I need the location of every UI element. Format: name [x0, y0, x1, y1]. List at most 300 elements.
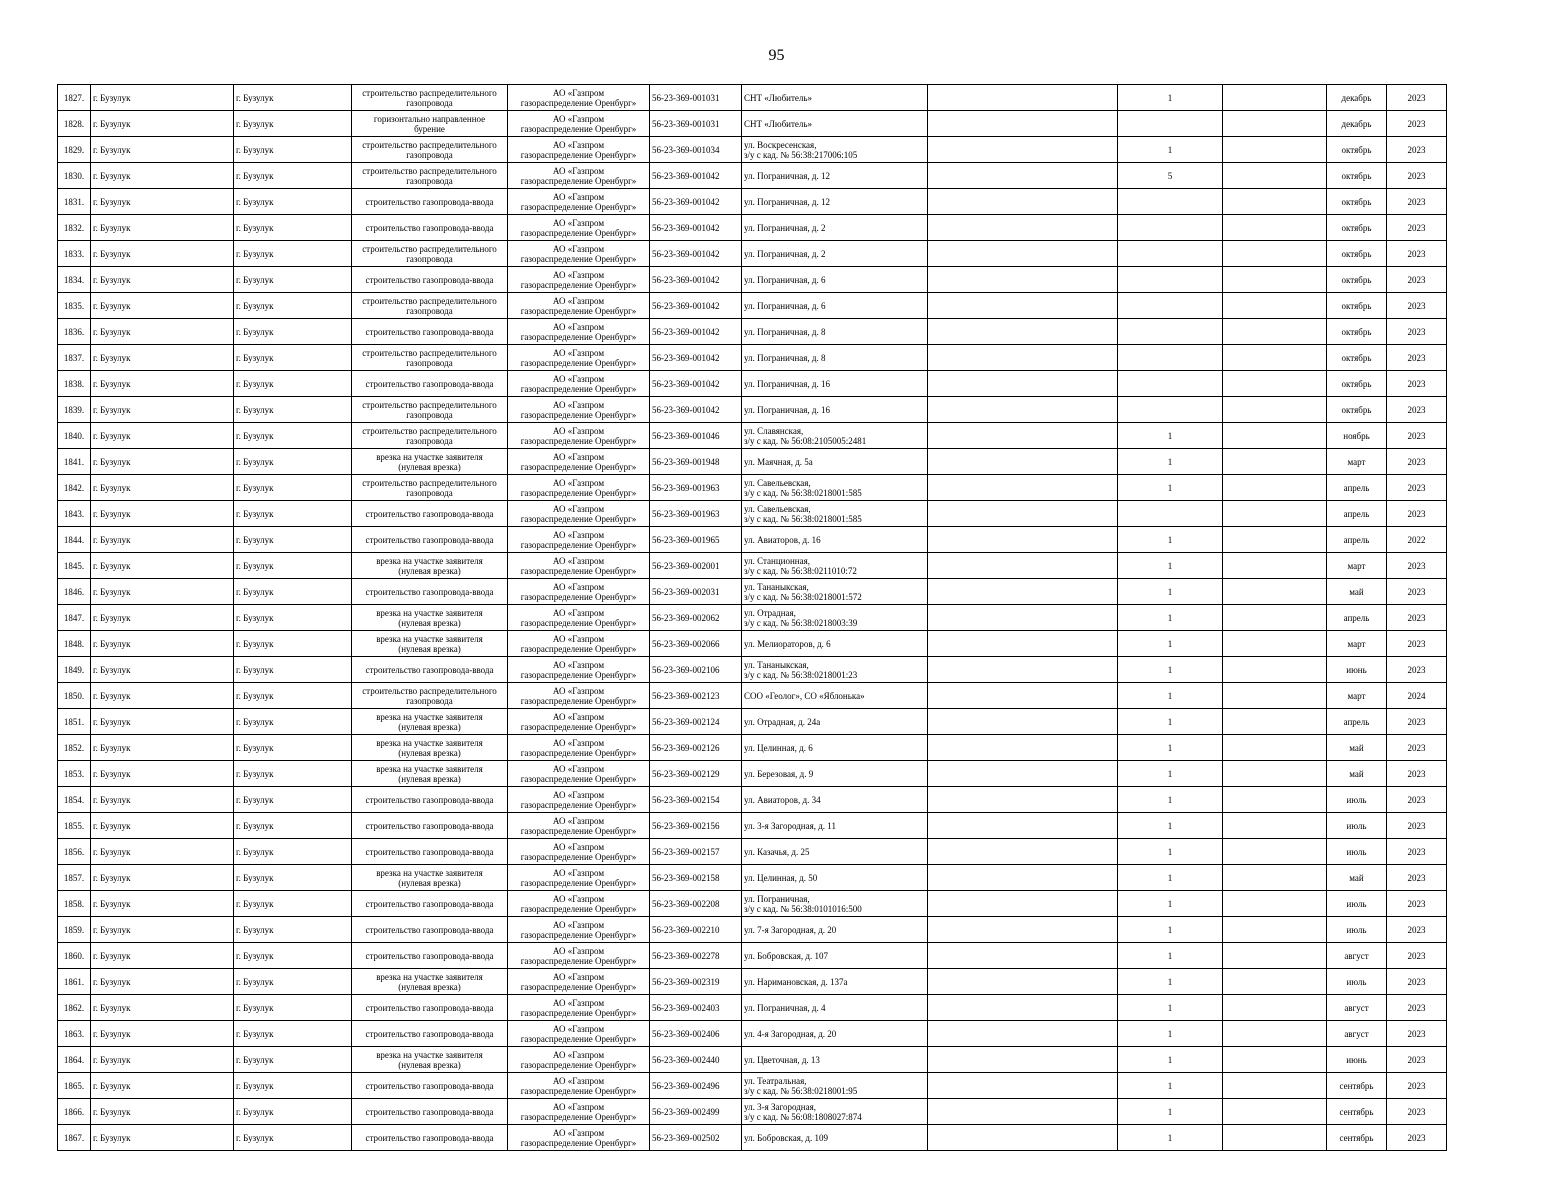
- work-type-cell-line: (нулевая врезка): [398, 773, 461, 784]
- organization-cell-line: газораспределение Оренбург»: [520, 305, 637, 316]
- organization-cell-line: газораспределение Оренбург»: [520, 1137, 637, 1148]
- address-cell-line: ул. Театральная,: [744, 1075, 807, 1086]
- organization-cell-line: АО «Газпром: [552, 113, 605, 124]
- table-row: [58, 423, 1447, 449]
- organization-cell-line: газораспределение Оренбург»: [520, 97, 637, 108]
- empty-cell: [928, 267, 1118, 293]
- locality-cell: г. Бузулук: [234, 267, 352, 293]
- district-cell: г. Бузулук: [91, 1099, 234, 1125]
- row-number: 1860.: [58, 943, 91, 969]
- empty-cell: [928, 319, 1118, 345]
- work-type-cell-line: строительство газопровода-ввода: [365, 508, 494, 519]
- organization-cell-line: газораспределение Оренбург»: [520, 643, 637, 654]
- table-row: [58, 241, 1447, 267]
- organization-cell: [508, 241, 650, 267]
- row-number: 1827.: [58, 85, 91, 111]
- address-cell-line: ул. Савельевская,: [744, 503, 811, 514]
- empty-cell: [1223, 1125, 1327, 1151]
- address-cell: [742, 267, 928, 293]
- object-code-cell: 56-23-369-002154: [650, 787, 742, 813]
- organization-cell-line: газораспределение Оренбург»: [520, 851, 637, 862]
- empty-cell: [1223, 1073, 1327, 1099]
- empty-cell: [928, 579, 1118, 605]
- work-type-cell-line: врезка на участке заявителя: [376, 633, 483, 644]
- address-cell-line: ул. Авиаторов, д. 16: [744, 534, 821, 545]
- organization-cell-line: АО «Газпром: [552, 685, 605, 696]
- address-cell: [742, 1073, 928, 1099]
- district-cell: г. Бузулук: [91, 215, 234, 241]
- organization-cell-line: АО «Газпром: [552, 971, 605, 982]
- year-cell: 2023: [1387, 1099, 1447, 1125]
- organization-cell-line: газораспределение Оренбург»: [520, 383, 637, 394]
- quantity-cell: 1: [1118, 865, 1223, 891]
- locality-cell: г. Бузулук: [234, 917, 352, 943]
- object-code-cell: 56-23-369-001042: [650, 371, 742, 397]
- empty-cell: [928, 241, 1118, 267]
- address-cell: [742, 423, 928, 449]
- table-row: [58, 839, 1447, 865]
- work-type-cell-line: строительство газопровода-ввода: [365, 378, 494, 389]
- locality-cell: г. Бузулук: [234, 943, 352, 969]
- work-type-cell: [352, 761, 508, 787]
- object-code-cell: 56-23-369-001948: [650, 449, 742, 475]
- empty-cell: [928, 839, 1118, 865]
- address-cell-line: ул. Цветочная, д. 13: [744, 1054, 820, 1065]
- object-code-cell: 56-23-369-002124: [650, 709, 742, 735]
- table-body: [58, 85, 1447, 1151]
- quantity-cell: 1: [1118, 735, 1223, 761]
- work-type-cell-line: газопровода: [406, 149, 453, 160]
- month-cell: июль: [1327, 813, 1387, 839]
- address-cell: [742, 553, 928, 579]
- month-cell: сентябрь: [1327, 1099, 1387, 1125]
- work-type-cell-line: строительство распределительного: [362, 295, 497, 306]
- row-number: 1837.: [58, 345, 91, 371]
- empty-cell: [928, 449, 1118, 475]
- month-cell: май: [1327, 579, 1387, 605]
- work-type-cell: [352, 813, 508, 839]
- district-cell: г. Бузулук: [91, 865, 234, 891]
- address-cell-line: ул. Целинная, д. 6: [744, 742, 813, 753]
- object-code-cell: 56-23-369-002208: [650, 891, 742, 917]
- object-code-cell: 56-23-369-001042: [650, 163, 742, 189]
- month-cell: апрель: [1327, 475, 1387, 501]
- address-cell-line: ул. 3-я Загородная,: [744, 1101, 816, 1112]
- organization-cell: [508, 657, 650, 683]
- empty-cell: [928, 1021, 1118, 1047]
- object-code-cell: 56-23-369-002157: [650, 839, 742, 865]
- quantity-cell: [1118, 501, 1223, 527]
- work-type-cell-line: (нулевая врезка): [398, 747, 461, 758]
- address-cell: [742, 943, 928, 969]
- address-cell: [742, 761, 928, 787]
- district-cell: г. Бузулук: [91, 605, 234, 631]
- object-code-cell: 56-23-369-002403: [650, 995, 742, 1021]
- year-cell: 2023: [1387, 839, 1447, 865]
- work-type-cell-line: строительство газопровода-ввода: [365, 534, 494, 545]
- year-cell: 2023: [1387, 241, 1447, 267]
- month-cell: июнь: [1327, 657, 1387, 683]
- organization-cell-line: газораспределение Оренбург»: [520, 669, 637, 680]
- row-number: 1848.: [58, 631, 91, 657]
- month-cell: октябрь: [1327, 241, 1387, 267]
- organization-cell: [508, 579, 650, 605]
- object-code-cell: 56-23-369-001031: [650, 111, 742, 137]
- empty-cell: [928, 735, 1118, 761]
- month-cell: май: [1327, 865, 1387, 891]
- year-cell: 2023: [1387, 85, 1447, 111]
- work-type-cell-line: строительство газопровода-ввода: [365, 950, 494, 961]
- organization-cell-line: АО «Газпром: [552, 789, 605, 800]
- locality-cell: г. Бузулук: [234, 1125, 352, 1151]
- year-cell: 2023: [1387, 917, 1447, 943]
- organization-cell-line: АО «Газпром: [552, 269, 605, 280]
- district-cell: г. Бузулук: [91, 891, 234, 917]
- work-type-cell: [352, 163, 508, 189]
- district-cell: г. Бузулук: [91, 111, 234, 137]
- address-cell-line: ул. Пограничная,: [744, 893, 810, 904]
- work-type-cell-line: (нулевая врезка): [398, 461, 461, 472]
- work-type-cell-line: строительство газопровода-ввода: [365, 898, 494, 909]
- address-cell-line: з/у с кад. № 56:08:1808027:874: [744, 1111, 862, 1122]
- empty-cell: [1223, 475, 1327, 501]
- organization-cell-line: газораспределение Оренбург»: [520, 903, 637, 914]
- work-type-cell: [352, 579, 508, 605]
- work-type-cell: [352, 397, 508, 423]
- address-cell-line: ул. Пограничная, д. 16: [744, 404, 830, 415]
- empty-cell: [1223, 345, 1327, 371]
- table-row: [58, 449, 1447, 475]
- organization-cell-line: газораспределение Оренбург»: [520, 799, 637, 810]
- object-code-cell: 56-23-369-001042: [650, 345, 742, 371]
- work-type-cell-line: строительство газопровода-ввода: [365, 1028, 494, 1039]
- quantity-cell: 1: [1118, 891, 1223, 917]
- quantity-cell: 1: [1118, 605, 1223, 631]
- address-cell-line: ул. Авиаторов, д. 34: [744, 794, 821, 805]
- work-type-cell: [352, 865, 508, 891]
- work-type-cell-line: врезка на участке заявителя: [376, 1049, 483, 1060]
- organization-cell-line: АО «Газпром: [552, 165, 605, 176]
- organization-cell: [508, 293, 650, 319]
- address-cell-line: СОО «Геолог», СО «Яблонька»: [744, 690, 865, 701]
- address-cell-line: ул. Пограничная, д. 12: [744, 196, 830, 207]
- empty-cell: [1223, 969, 1327, 995]
- year-cell: 2023: [1387, 215, 1447, 241]
- organization-cell-line: АО «Газпром: [552, 555, 605, 566]
- work-type-cell-line: строительство газопровода-ввода: [365, 586, 494, 597]
- district-cell: г. Бузулук: [91, 267, 234, 293]
- address-cell: [742, 475, 928, 501]
- organization-cell-line: газораспределение Оренбург»: [520, 461, 637, 472]
- organization-cell: [508, 891, 650, 917]
- district-cell: г. Бузулук: [91, 995, 234, 1021]
- row-number: 1853.: [58, 761, 91, 787]
- month-cell: октябрь: [1327, 189, 1387, 215]
- empty-cell: [1223, 397, 1327, 423]
- work-type-cell-line: строительство газопровода-ввода: [365, 820, 494, 831]
- work-type-cell: [352, 605, 508, 631]
- object-code-cell: 56-23-369-001031: [650, 85, 742, 111]
- quantity-cell: 1: [1118, 969, 1223, 995]
- work-type-cell: [352, 345, 508, 371]
- work-type-cell-line: врезка на участке заявителя: [376, 971, 483, 982]
- district-cell: г. Бузулук: [91, 527, 234, 553]
- quantity-cell: 1: [1118, 709, 1223, 735]
- work-type-cell: [352, 137, 508, 163]
- row-number: 1831.: [58, 189, 91, 215]
- organization-cell: [508, 449, 650, 475]
- organization-cell: [508, 631, 650, 657]
- month-cell: апрель: [1327, 709, 1387, 735]
- organization-cell: [508, 397, 650, 423]
- row-number: 1850.: [58, 683, 91, 709]
- locality-cell: г. Бузулук: [234, 1073, 352, 1099]
- table-row: [58, 1073, 1447, 1099]
- empty-cell: [928, 527, 1118, 553]
- quantity-cell: [1118, 319, 1223, 345]
- empty-cell: [928, 1125, 1118, 1151]
- locality-cell: г. Бузулук: [234, 319, 352, 345]
- address-cell-line: ул. Пограничная, д. 8: [744, 352, 826, 363]
- table-row: [58, 787, 1447, 813]
- empty-cell: [1223, 761, 1327, 787]
- address-cell: [742, 605, 928, 631]
- locality-cell: г. Бузулук: [234, 865, 352, 891]
- empty-cell: [1223, 527, 1327, 553]
- work-type-cell-line: врезка на участке заявителя: [376, 451, 483, 462]
- address-cell: [742, 709, 928, 735]
- quantity-cell: 1: [1118, 579, 1223, 605]
- work-type-cell-line: газопровода: [406, 435, 453, 446]
- address-cell: [742, 579, 928, 605]
- work-type-cell: [352, 657, 508, 683]
- work-type-cell: [352, 267, 508, 293]
- empty-cell: [1223, 813, 1327, 839]
- address-cell: [742, 631, 928, 657]
- table-row: [58, 1099, 1447, 1125]
- district-cell: г. Бузулук: [91, 683, 234, 709]
- table-row: [58, 111, 1447, 137]
- object-code-cell: 56-23-369-002496: [650, 1073, 742, 1099]
- object-code-cell: 56-23-369-002123: [650, 683, 742, 709]
- empty-cell: [1223, 215, 1327, 241]
- table-row: [58, 1047, 1447, 1073]
- table-row: [58, 371, 1447, 397]
- table-row: [58, 735, 1447, 761]
- month-cell: октябрь: [1327, 215, 1387, 241]
- quantity-cell: 1: [1118, 553, 1223, 579]
- year-cell: 2023: [1387, 605, 1447, 631]
- organization-cell-line: газораспределение Оренбург»: [520, 955, 637, 966]
- address-cell-line: ул. Пограничная, д. 6: [744, 300, 826, 311]
- work-type-cell: [352, 501, 508, 527]
- address-cell: [742, 345, 928, 371]
- address-cell: [742, 241, 928, 267]
- table-row: [58, 163, 1447, 189]
- work-type-cell-line: бурение: [414, 123, 445, 134]
- object-code-cell: 56-23-369-001042: [650, 319, 742, 345]
- locality-cell: г. Бузулук: [234, 553, 352, 579]
- organization-cell-line: АО «Газпром: [552, 503, 605, 514]
- table-row: [58, 657, 1447, 683]
- work-type-cell-line: строительство распределительного: [362, 165, 497, 176]
- locality-cell: г. Бузулук: [234, 735, 352, 761]
- empty-cell: [928, 501, 1118, 527]
- work-type-cell-line: строительство распределительного: [362, 139, 497, 150]
- organization-cell: [508, 1073, 650, 1099]
- work-type-cell-line: врезка на участке заявителя: [376, 607, 483, 618]
- organization-cell-line: газораспределение Оренбург»: [520, 513, 637, 524]
- work-type-cell-line: врезка на участке заявителя: [376, 867, 483, 878]
- organization-cell: [508, 553, 650, 579]
- organization-cell: [508, 943, 650, 969]
- work-type-cell: [352, 449, 508, 475]
- locality-cell: г. Бузулук: [234, 891, 352, 917]
- object-code-cell: 56-23-369-001042: [650, 189, 742, 215]
- row-number: 1861.: [58, 969, 91, 995]
- year-cell: 2023: [1387, 579, 1447, 605]
- object-code-cell: 56-23-369-002129: [650, 761, 742, 787]
- organization-cell-line: газораспределение Оренбург»: [520, 1033, 637, 1044]
- year-cell: 2023: [1387, 319, 1447, 345]
- year-cell: 2023: [1387, 137, 1447, 163]
- address-cell-line: ул. Пограничная, д. 2: [744, 248, 826, 259]
- address-cell-line: з/у с кад. № 56:38:0218001:95: [744, 1085, 858, 1096]
- organization-cell-line: АО «Газпром: [552, 321, 605, 332]
- organization-cell-line: газораспределение Оренбург»: [520, 201, 637, 212]
- work-type-cell-line: строительство распределительного: [362, 87, 497, 98]
- quantity-cell: 1: [1118, 423, 1223, 449]
- table-row: [58, 345, 1447, 371]
- quantity-cell: 1: [1118, 475, 1223, 501]
- row-number: 1862.: [58, 995, 91, 1021]
- work-type-cell: [352, 371, 508, 397]
- work-type-cell-line: строительство газопровода-ввода: [365, 1132, 494, 1143]
- organization-cell: [508, 1047, 650, 1073]
- address-cell: [742, 1021, 928, 1047]
- address-cell-line: ул. Наримановская, д. 137а: [744, 976, 848, 987]
- district-cell: г. Бузулук: [91, 761, 234, 787]
- month-cell: октябрь: [1327, 319, 1387, 345]
- year-cell: 2023: [1387, 735, 1447, 761]
- month-cell: сентябрь: [1327, 1073, 1387, 1099]
- object-code-cell: 56-23-369-002499: [650, 1099, 742, 1125]
- year-cell: 2023: [1387, 709, 1447, 735]
- organization-cell: [508, 527, 650, 553]
- quantity-cell: 1: [1118, 1099, 1223, 1125]
- empty-cell: [928, 631, 1118, 657]
- year-cell: 2023: [1387, 475, 1447, 501]
- year-cell: 2023: [1387, 657, 1447, 683]
- locality-cell: г. Бузулук: [234, 969, 352, 995]
- organization-cell-line: АО «Газпром: [552, 1049, 605, 1060]
- empty-cell: [928, 293, 1118, 319]
- work-type-cell: [352, 683, 508, 709]
- organization-cell: [508, 501, 650, 527]
- work-type-cell: [352, 423, 508, 449]
- locality-cell: г. Бузулук: [234, 839, 352, 865]
- empty-cell: [1223, 111, 1327, 137]
- quantity-cell: 1: [1118, 631, 1223, 657]
- address-cell-line: ул. Пограничная, д. 4: [744, 1002, 826, 1013]
- address-cell: [742, 189, 928, 215]
- work-type-cell-line: горизонтально направленное: [373, 113, 486, 124]
- organization-cell-line: АО «Газпром: [552, 711, 605, 722]
- empty-cell: [1223, 501, 1327, 527]
- table-row: [58, 605, 1447, 631]
- quantity-cell: 1: [1118, 683, 1223, 709]
- address-cell-line: ул. Савельевская,: [744, 477, 811, 488]
- year-cell: 2023: [1387, 1047, 1447, 1073]
- address-cell: [742, 449, 928, 475]
- organization-cell: [508, 1021, 650, 1047]
- row-number: 1842.: [58, 475, 91, 501]
- work-type-cell-line: газопровода: [406, 409, 453, 420]
- address-cell-line: ул. Пограничная, д. 6: [744, 274, 826, 285]
- organization-cell: [508, 683, 650, 709]
- quantity-cell: 1: [1118, 839, 1223, 865]
- quantity-cell: 1: [1118, 761, 1223, 787]
- organization-cell: [508, 709, 650, 735]
- organization-cell: [508, 371, 650, 397]
- year-cell: 2023: [1387, 423, 1447, 449]
- organization-cell: [508, 735, 650, 761]
- empty-cell: [928, 475, 1118, 501]
- object-code-cell: 56-23-369-002210: [650, 917, 742, 943]
- locality-cell: г. Бузулук: [234, 397, 352, 423]
- organization-cell: [508, 215, 650, 241]
- month-cell: июль: [1327, 839, 1387, 865]
- address-cell-line: з/у с кад. № 56:38:0211010:72: [744, 565, 857, 576]
- locality-cell: г. Бузулук: [234, 761, 352, 787]
- organization-cell: [508, 787, 650, 813]
- organization-cell-line: газораспределение Оренбург»: [520, 539, 637, 550]
- row-number: 1855.: [58, 813, 91, 839]
- empty-cell: [1223, 605, 1327, 631]
- object-code-cell: 56-23-369-001042: [650, 215, 742, 241]
- object-code-cell: 56-23-369-002156: [650, 813, 742, 839]
- work-type-cell-line: строительство газопровода-ввода: [365, 222, 494, 233]
- empty-cell: [1223, 579, 1327, 605]
- table-row: [58, 917, 1447, 943]
- empty-cell: [928, 163, 1118, 189]
- empty-cell: [928, 657, 1118, 683]
- row-number: 1852.: [58, 735, 91, 761]
- quantity-cell: [1118, 397, 1223, 423]
- work-type-cell-line: газопровода: [406, 175, 453, 186]
- address-cell: [742, 501, 928, 527]
- locality-cell: г. Бузулук: [234, 1099, 352, 1125]
- address-cell-line: з/у с кад. № 56:38:217006:105: [744, 149, 858, 160]
- work-type-cell-line: строительство распределительного: [362, 425, 497, 436]
- work-type-cell-line: строительство распределительного: [362, 243, 497, 254]
- organization-cell: [508, 969, 650, 995]
- district-cell: г. Бузулук: [91, 345, 234, 371]
- address-cell-line: з/у с кад. № 56:38:0218001:23: [744, 669, 858, 680]
- organization-cell: [508, 163, 650, 189]
- empty-cell: [1223, 787, 1327, 813]
- work-type-cell-line: (нулевая врезка): [398, 643, 461, 654]
- district-cell: г. Бузулук: [91, 449, 234, 475]
- table-row: [58, 1021, 1447, 1047]
- quantity-cell: [1118, 267, 1223, 293]
- work-type-cell-line: газопровода: [406, 695, 453, 706]
- locality-cell: г. Бузулук: [234, 137, 352, 163]
- district-cell: г. Бузулук: [91, 501, 234, 527]
- year-cell: 2023: [1387, 969, 1447, 995]
- work-type-cell-line: строительство газопровода-ввода: [365, 1106, 494, 1117]
- year-cell: 2023: [1387, 449, 1447, 475]
